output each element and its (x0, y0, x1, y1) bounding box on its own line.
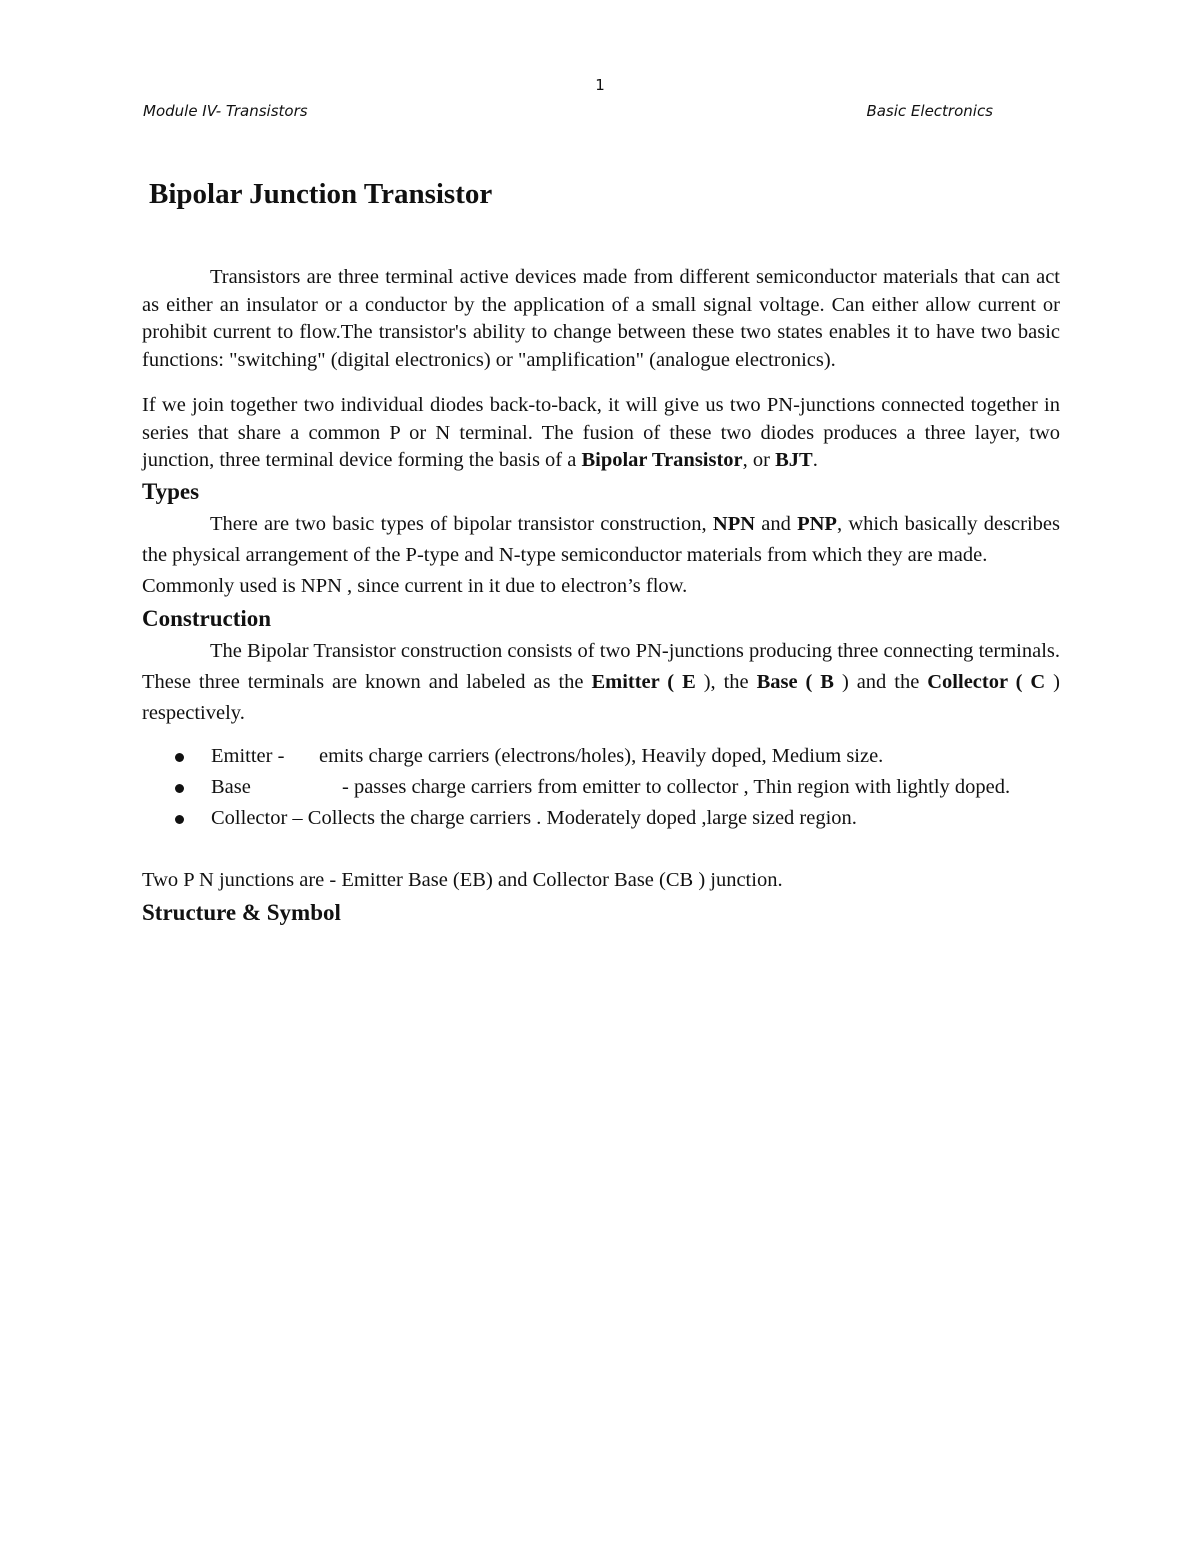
terminal-list (142, 741, 1060, 834)
list-item-emitter: Emitter - emits charge carriers (electrons/holes), Heavily doped, Medium size. (142, 741, 1060, 772)
construction-paragraph: The Bipolar Transistor construction consists of two PN-junctions producing three connecting terminals. These three terminals are known and labeled as the Emitter ( E ), the Base ( B ) and the Collector ( C ) respectively. (142, 639, 1060, 724)
npn-term: NPN (712, 512, 756, 535)
document-title: Bipolar Junction Transistor (149, 178, 493, 210)
common-usage-line: Commonly used is NPN , since current in it due to electron’s flow. (142, 574, 688, 597)
page-number: 1 (595, 76, 605, 94)
intro-paragraph-1: Transistors are three terminal active devices made from different semiconductor materials that can act as either an insulator or a conductor by the application of a small signal voltage. Can either allow current or prohibit current to flow.The transistor's ability to change between these two states enables it to have two basic functions: "switching" (digital electronics) or "amplification" (analogue electronics). (142, 266, 1060, 371)
header-course-title: Basic Electronics (866, 102, 993, 120)
bjt-term: BJT (775, 449, 813, 471)
bullet-icon (175, 815, 184, 824)
header-module-title: Module IV- Transistors (143, 102, 308, 120)
junctions-line: Two P N junctions are - Emitter Base (EB) and Collector Base (CB ) junction. (142, 868, 783, 891)
intro-paragraph-2: If we join together two individual diodes back-to-back, it will give us two PN-junctions connected together in series that share a common P or N terminal. The fusion of these two diodes produces a three layer, two junction, three terminal device forming the basis of a Bipolar Transistor, or BJT. (142, 394, 1060, 471)
list-item-base: Base - passes charge carriers from emitter to collector , Thin region with lightly doped. (142, 772, 1060, 803)
structure-symbol-heading: Structure & Symbol (142, 899, 341, 925)
bullet-icon (175, 753, 184, 762)
bullet-icon (175, 784, 184, 793)
emitter-term: Emitter ( E (591, 670, 704, 693)
types-paragraph: There are two basic types of bipolar transistor construction, NPN and PNP, which basically describes the physical arrangement of the P-type and N-type semiconductor materials from which they are made. (142, 512, 1061, 566)
collector-term: Collector ( C (927, 670, 1054, 693)
list-item-collector: Collector – Collects the charge carriers . Moderately doped ,large sized region. (142, 803, 1060, 834)
document-body (142, 264, 1060, 928)
base-term: Base ( B (756, 670, 842, 693)
bipolar-transistor-term: Bipolar Transistor (581, 449, 743, 471)
pnp-term: PNP (797, 512, 837, 535)
types-heading: Types (142, 478, 200, 504)
construction-heading: Construction (142, 605, 272, 631)
